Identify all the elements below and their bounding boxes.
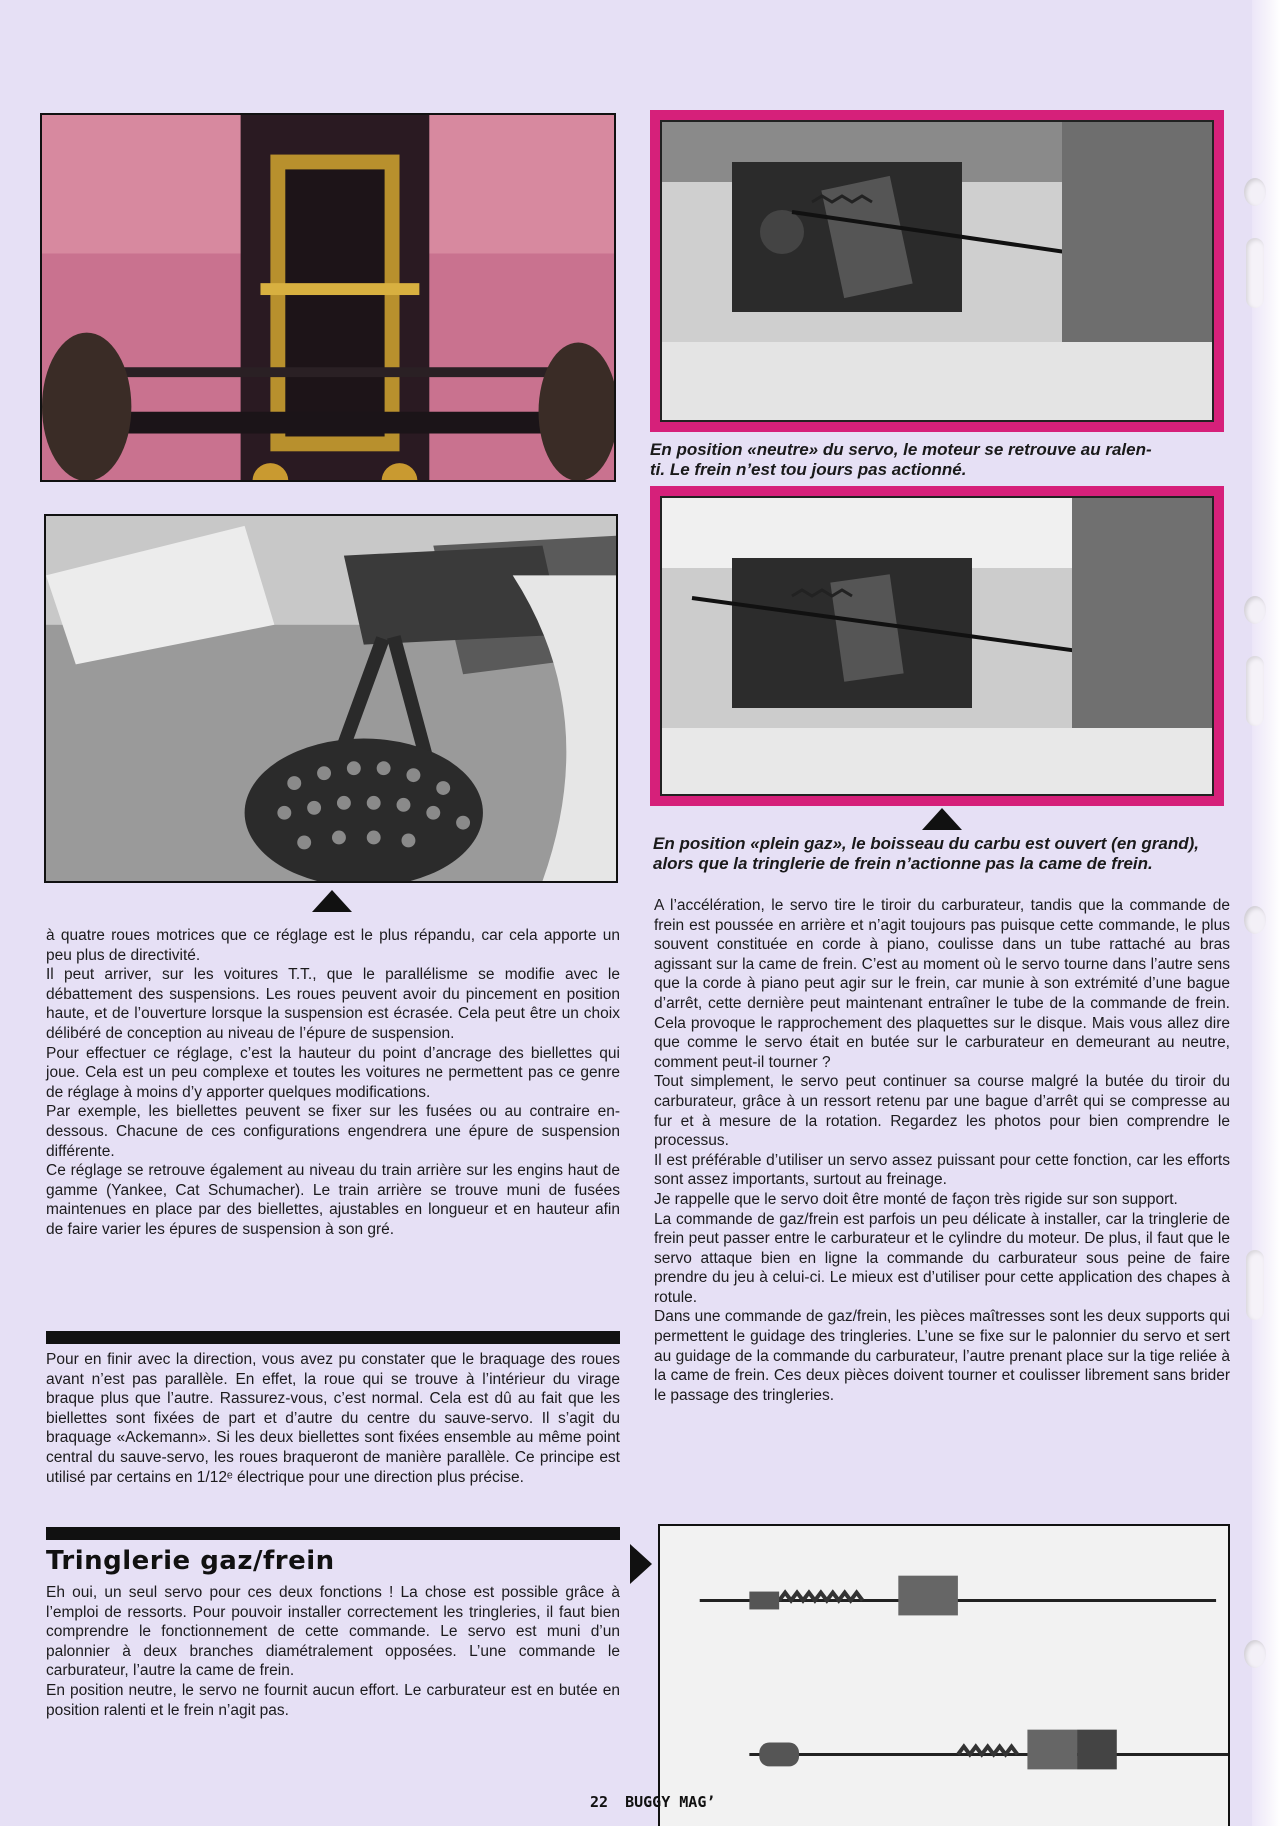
magazine-name: BUGGY MAG’ — [625, 1793, 716, 1811]
paragraph: à quatre roues motrices que ce réglage est le plus répandu, car cela apporte un peu plus de directivité. — [46, 927, 620, 964]
section-rule — [46, 1527, 620, 1540]
pointer-triangle — [922, 808, 962, 830]
paragraph: Dans une commande de gaz/frein, les pièces maîtresses sont les deux supports qui permettent le guidage des tringleries. L’une se fixe sur le palonnier du servo et sert au guidage de la commande du carburateur, l’autre prenant place sur la tige reliée à la came de frein. Ces deux pièces doivent tourner et coulisser librement sans brider le passage des tringleries. — [654, 1308, 1230, 1404]
binder-slot — [1246, 656, 1264, 726]
paragraph: A l’accélération, le servo tire le tiroir du carburateur, tandis que la commande de frein est poussée en arrière et n’agit toujours pas puisque cette commande, le plus souvent constituée en corde à piano, coulisse dans un tube rattaché au bras agissant sur la came de frein. C’est au moment où le servo tourne dans l’autre sens que la corde à piano peut agir sur le frein, car munie à son extrémité d’une bague d’arrêt, cette dernière peut maintenant entraîner le tube de la commande de frein. Cela provoque le rapprochement des plaquettes sur le disque. Mais vous allez dire que comme le servo était en butée sur le carburateur en demeurant au neutre, comment peut-il tourner ? — [654, 897, 1230, 1071]
caption-plein-gaz: En position «plein gaz», le boisseau du carbu est ouvert (en grand), alors que la tringlerie de frein n’actionne pas la came de frein. — [653, 834, 1199, 873]
section-heading: Tringlerie gaz/frein — [46, 1546, 335, 1576]
paragraph: Il peut arriver, sur les voitures T.T., que le parallélisme se modifie avec le débattement des suspensions. Les roues peuvent avoir du pincement en position haute, et de l’ouverture lorsque la suspension est écrasée. Cela peut être un choix délibéré de conception au niveau de l’épure de suspension. — [46, 966, 620, 1042]
pointer-triangle — [312, 890, 352, 912]
paragraph: Pour effectuer ce réglage, c’est la hauteur du point d’ancrage des biellettes qui joue. Cela est un peu complexe et toutes les voitures ne permettent pas ce genre de réglage à moins d’y apporter quelques modifications. — [46, 1044, 620, 1101]
page-number: 22 — [590, 1793, 609, 1811]
paragraph: Il est préférable d’utiliser un servo assez puissant pour cette fonction, car les efforts sont assez importants, surtout au freinage. — [654, 1151, 1230, 1189]
photo-servo-plein-gaz — [650, 486, 1224, 806]
binder-slot — [1246, 238, 1264, 308]
binder-slot — [1246, 1250, 1264, 1320]
paragraph: Pour en finir avec la direction, vous avez pu constater que le braquage des roues avant n’est pas parallèle. En effet, la roue qui se trouve à l’intérieur du virage braque plus que l’autre. Rassurez-vous, c’est normal. Cela est dû au fait que les biellettes sont fixées de part et d’autre du centre du sauve-servo. Il s’agit du braquage «Ackemann». Si les deux biellettes sont fixées ensemble au même point central du sauve-servo, les roues braqueront de manière parallèle. Ce principe est utilisé par certains en 1/12ᵉ électrique pour une direction plus précise. — [46, 1351, 620, 1486]
binder-hole — [1244, 906, 1266, 934]
photo-linkage-parts — [658, 1524, 1230, 1826]
paragraph: En position neutre, le servo ne fournit aucun effort. Le carburateur est en butée en position ralenti et le frein n’agit pas. — [46, 1681, 620, 1719]
binder-hole — [1244, 178, 1266, 206]
left-column-text — [46, 926, 620, 1240]
caption-neutre: En position «neutre» du servo, le moteur se retrouve au ralen- ti. Le frein n’est tou jours pas actionné. — [650, 440, 1152, 479]
footer — [590, 1793, 715, 1811]
direction-text — [46, 1350, 620, 1487]
paragraph: La commande de gaz/frein est parfois un peu délicate à installer, car la tringlerie de frein peut passer entre le carburateur et le cylindre du moteur. De plus, il faut que le servo attaque bien en ligne la commande du carburateur sous peine de faire prendre du jeu à celui-ci. Le mieux est d’utiliser pour cette application des chapes à rotule. — [654, 1210, 1230, 1306]
binder-hole — [1244, 596, 1266, 624]
tringlerie-text — [46, 1583, 620, 1720]
paragraph: Ce réglage se retrouve également au niveau du train arrière sur les engins haut de gamme (Yankee, Cat Schumacher). Le train arrière se trouve muni de fusées maintenues en place par des biellettes, ajustables en longueur et en hauteur afin de faire varier les épures de suspension à son gré. — [46, 1162, 620, 1238]
pointer-triangle — [630, 1544, 652, 1584]
paragraph: Eh oui, un seul servo pour ces deux fonctions ! La chose est possible grâce à l’emploi de ressorts. Pour pouvoir installer correctement les tringleries, il faut bien comprendre le fonctionnement de cette commande. Le servo est muni d’un palonnier à deux branches diamétralement opposées. L’une commande le carburateur, l’autre la came de frein. — [46, 1584, 620, 1680]
right-column-text — [654, 896, 1230, 1405]
paragraph: Par exemple, les biellettes peuvent se fixer sur les fusées ou au contraire en-dessous. Chacune de ces configurations engendrera une épure de suspension différente. — [46, 1103, 620, 1160]
paragraph: Je rappelle que le servo doit être monté de façon très rigide sur son support. — [654, 1190, 1178, 1208]
section-rule — [46, 1331, 620, 1344]
photo-chassis-top — [40, 113, 616, 482]
photo-servo-neutre — [650, 110, 1224, 432]
binder-hole — [1244, 1640, 1266, 1668]
paragraph: Tout simplement, le servo peut continuer sa course malgré la butée du tiroir du carburateur, grâce à un ressort retenu par une bague d’arrêt qui se compresse au fur et à mesure de la rotation. Regardez les photos pour bien comprendre le processus. — [654, 1073, 1230, 1150]
photo-rear-suspension — [44, 514, 618, 883]
